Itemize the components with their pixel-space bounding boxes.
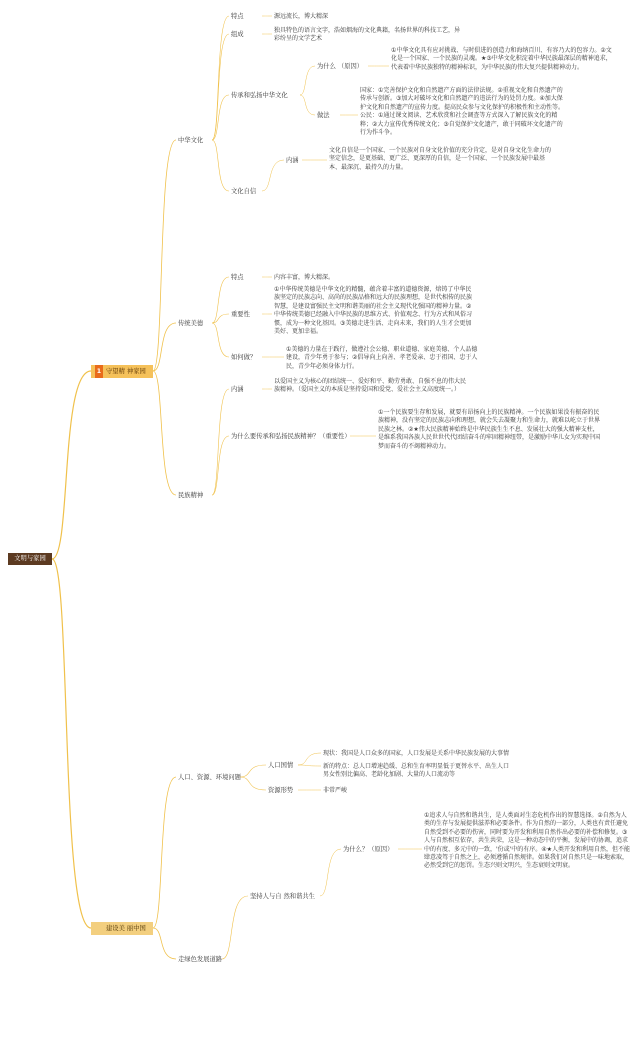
connector-line (222, 896, 248, 959)
connector-line (212, 389, 229, 495)
text-harmony-why: ①追求人与自然和谐共生，是人类面对生态危机作出的智慧选择。②自然为人类的生存与发展提供滋养和必要条件。作为自然的一部分，人类也有责任避免自然受到不必要的伤害，同时要为开发和利用自然作出必要的补偿和修复。③人与自然相互依存，共生共荣，这是一种动态中的平衡，发展中的协调，追求中的有度、多元中的一致，'份或'中的有序。④★人类开发和利用自然，但不能肆意凌驾于自然之上，必须遵循自然规律。如果我们对自然只是一味地索取，必然受到它的惩罚。生态兴则文明兴，生态衰则文明衰。 (424, 812, 631, 870)
connector-line (298, 753, 321, 765)
node-spirit-content[interactable]: 内涵 (231, 386, 244, 393)
node-culture-why[interactable]: 为什么 （原因） (317, 63, 364, 70)
node-inherit-culture[interactable]: 传承和弘扬中华文化 (231, 92, 288, 99)
text-spirit-why: ①一个民族要生存和发展，就要有昂扬向上的民族精神。一个民族如果没有振奋的民族精神，没有坚定的民族志向和理想，就会失去凝聚力和生命力，就难以屹立于世界民族之林。②★伟大民族精神始终是中华民族生生不息、发展壮大的强大精神支柱，是维系我国各族人民世世代代团结奋斗的牢固精神纽带，是激励中华儿女为实现中国梦而奋斗的不竭精神动力。 (378, 409, 601, 450)
text-culture-why: ①中华文化具有应对挑战、与时俱进的创造力和海纳百川、有容乃大的包容力。②文化是一个国家、一个民族的灵魂。★③中华文化积淀着中华民族最深层的精神追求，代表着中华民族独特的精神标识，为中华民族的伟大复兴提供精神动力。 (391, 47, 612, 71)
connector-line (240, 765, 266, 777)
connector-line (52, 559, 91, 928)
node-green-development[interactable]: 走绿色发展道路 (178, 956, 223, 963)
node-virtue-importance[interactable]: 重要性 (231, 311, 250, 318)
connector-line (153, 323, 176, 371)
connector-line (240, 777, 266, 790)
node-culture-composition[interactable]: 组成 (231, 31, 244, 38)
connector-line (212, 140, 229, 191)
text-spirit-content: 以爱国主义为核心的团结统一、爱好和平、勤劳勇敢、自强不息的伟大民族精神。（爱国主义的本质是坚持爱国和爱党、爱社会主义高度统一。） (274, 378, 467, 394)
text-population-status: 现状：我国是人口众多的国家，人口发展是关系中华民族发展的大事情 (323, 750, 510, 757)
connector-line (212, 436, 229, 495)
node-population-resource[interactable]: 人口、资源、环境问题 (178, 774, 241, 781)
node-spirit-why[interactable]: 为什么要传承和弘扬民族精神？（重要性） (231, 433, 351, 440)
text-resource-situation: 非常严峻 (323, 787, 348, 794)
text-population-new: 新的特点：总人口增速趋缓、总和生育率明显低于更替水平、出生人口男女性别比偏高、老龄化加剧、大量的人口流动等 (323, 763, 510, 779)
node-culture-feature[interactable]: 特点 (231, 13, 244, 20)
text-virtue-feature: 内容丰富，博大精深。 (274, 274, 335, 281)
node-chinese-culture[interactable]: 中华文化 (178, 137, 204, 144)
branch-spiritual-home[interactable] (91, 365, 153, 378)
connector-line (153, 777, 176, 928)
node-harmony-nature[interactable]: 坚持人与自 然和谐共生 (250, 893, 315, 900)
node-cultural-confidence[interactable]: 文化自信 (231, 188, 257, 195)
node-virtue-how[interactable]: 如何做？ (231, 354, 257, 361)
node-harmony-why[interactable]: 为什么？（原因） (343, 846, 394, 853)
connector-line (300, 66, 315, 95)
text-confidence-content: 文化自信是一个国家、一个民族对自身文化价值的充分肯定，是对自身文化生命力的坚定信念，是更基础、更广泛、更深厚的自信，是一个国家、一个民族发展中最基本、最深沉、最持久的力量。 (329, 147, 552, 171)
connector-line (212, 16, 229, 140)
connector-line (300, 95, 315, 115)
text-culture-how: 国家：①完善保护文化和自然遗产方面的法律法规。②重视文化和自然遗产的传承与创新。③加大对破坏文化和自然遗产的违法行为的处罚力度。④加大保护文化和自然遗产的宣传力度。提高民众参与文化保护的积极性和主动性等。公民：①通过课文阅读、艺术欣赏和社会调查等方式深入了解民族文化的精粹；②大力宣传优秀传统文化；③自觉保护文化遗产，敢于同破坏文化遗产的行为作斗争。 (360, 87, 565, 137)
connector-line (153, 371, 176, 495)
text-culture-composition: 独具特色的语言文字，浩如烟海的文化典籍，名扬世界的科技工艺，异彩纷呈的文学艺术 (274, 27, 461, 43)
connector-line (212, 323, 229, 357)
connector-line (52, 371, 91, 559)
branch-label: 建设美 丽中国 (106, 925, 146, 932)
text-virtue-how: ①美德的力量在于践行，做遵社会公德、职业道德、家庭美德、个人品德建设，青少年勇于参与；②倡导向上向善、孝老爱亲、忠于祖国、忠于人民，青少年必须身体力行。 (286, 346, 478, 370)
node-confidence-content[interactable]: 内涵 (286, 157, 299, 164)
node-traditional-virtue[interactable]: 传统美德 (178, 320, 204, 327)
connector-line (153, 928, 176, 959)
node-population-status[interactable]: 人口国情 (268, 762, 294, 769)
branch-label: 守望精 神家园 (106, 368, 146, 375)
node-culture-how[interactable]: 做法 (317, 112, 330, 119)
connector-line (320, 849, 341, 896)
connector-line (298, 765, 321, 766)
branch-number-badge: 1 (95, 365, 103, 378)
branch-beautiful-china[interactable] (91, 922, 153, 935)
connector-line (212, 95, 229, 140)
text-culture-feature: 源远流长，博大精深 (274, 13, 329, 20)
connector-line (262, 160, 284, 191)
node-resource-situation[interactable]: 资源形势 (268, 787, 294, 794)
root-node[interactable]: 文明与家园 (8, 553, 52, 565)
node-virtue-feature[interactable]: 特点 (231, 274, 244, 281)
node-national-spirit[interactable]: 民族精神 (178, 492, 204, 499)
text-virtue-importance: ①中华传统美德是中华文化的精髓，蕴含着丰富的道德资源，熔铸了中华民族坚定的民族志向、高尚的民族品格和远大的民族理想，是世代相传的民族智慧，是建设富强民主文明和谐美丽的社会主义现代化强国的精神力量。②中华传统美德已经融入中华民族的思维方式、价值观念、行为方式和风俗习惯，成为一种文化基因。③美德走进生活、走向未来，我们的人生才会更加美好、更加幸福。 (274, 286, 473, 336)
